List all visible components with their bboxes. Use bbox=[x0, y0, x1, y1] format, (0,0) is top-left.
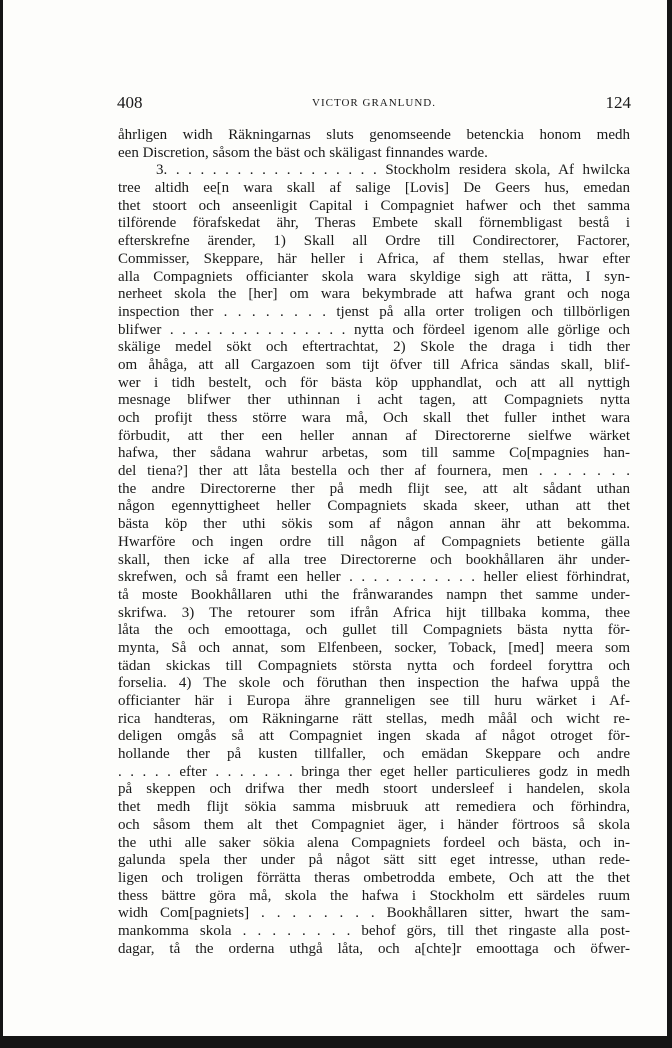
text-line: officianter här i Europa ähre granneligen see till huru wärket i Af- bbox=[118, 693, 630, 709]
text-line: bästa köp ther uthi sökis som af någon annan ähr att bekomma. bbox=[118, 516, 630, 533]
text-line: låta the och emoottaga, och gullet till Compagniets bästa nytta för- bbox=[118, 622, 630, 639]
text-line: efterskrefne ärender, 1) Skall all Ordre till Condirectorer, Factorer, bbox=[118, 233, 630, 250]
text-line: skall, then icke af alla tree Directorerne och bookhållaren ähr under- bbox=[118, 551, 630, 568]
text-line: tädan skickas till Compagniets största nytta och fordeel foryttra och bbox=[118, 657, 630, 674]
text-line: thess bättre göra må, skola the hafwa i Stockholm ett särdeles ruum bbox=[118, 887, 630, 904]
scan-edge-right bbox=[667, 0, 672, 1048]
text-line: widh Com[pagniets] . . . . . . . . Bookhållaren sitter, hwart the sam- bbox=[118, 905, 630, 922]
text-line: deligen omgås så att Compagniet ingen skada af något otroget för- bbox=[118, 728, 630, 745]
text-line: del tiena?] ther att låta bestella och ther af fournera, men . . . . . . . bbox=[118, 463, 630, 480]
text-line: om åhåga, att all Cargazoen som tijt öfver till Africa sändas skall, blif- bbox=[118, 356, 630, 373]
text-line: någon egennyttigheet heller Compagniets skada skeer, uthan att thet bbox=[118, 498, 630, 515]
text-line: och såsom them alt thet Compagniet äger, i händer förtroos så skola bbox=[118, 816, 630, 833]
running-head: VICTOR GRANLUND. bbox=[312, 97, 436, 109]
text-line: skälige medel sökt och eftertrachtat, 2) Skole the draga i tidh ther bbox=[118, 339, 630, 356]
text-line: 3. . . . . . . . . . . . . . . . . . Stockholm residera skola, Af hwilcka bbox=[156, 162, 630, 179]
text-line: skrifwa. 3) The retourer som ifrån Africa hijt tillbaka komma, thee bbox=[118, 604, 630, 621]
text-line: dagar, tå the orderna uthgå låta, och a[chte]r emoottaga och öfwer- bbox=[118, 940, 630, 957]
text-line: forselia. 4) The skole och föruthan then inspection the hafwa uppå the bbox=[118, 675, 630, 692]
text-line: på skeppen och drifwa ther medh stoort undersleef i handelen, skola bbox=[118, 781, 630, 798]
text-line: tå moste Bookhållaren uthi the frånwarandes nampn thet samme under- bbox=[118, 586, 630, 603]
body-text bbox=[118, 127, 630, 958]
text-line: nerheet skola the [her] om wara bekymbrade att hafwa grant och noga bbox=[118, 286, 630, 303]
text-line: åhrligen widh Räkningarnas sluts genomseende betenckia honom medh bbox=[118, 127, 630, 143]
text-line: thet medh flijt sökia samma misbruuk att remediera och förhindra, bbox=[118, 799, 630, 816]
text-line: och profijt thess större wara må, Och skall thet fuller inthet wara bbox=[118, 410, 630, 426]
text-line: galunda spela ther under på något sätt sitt eget intresse, uthan rede- bbox=[118, 852, 630, 869]
text-line: ligen och troligen förrätta theras ombetrodda embete, Och att the thet bbox=[118, 869, 630, 886]
text-line: rica handteras, om Räkningarne rätt stellas, medh måål och wicht re- bbox=[118, 710, 630, 727]
text-line: inspection ther . . . . . . . . tjenst på alla orter troligen och tillbörligen bbox=[118, 303, 630, 320]
text-line: een Discretion, såsom the bäst och skäligast finnandes warde. bbox=[118, 144, 488, 161]
text-line: thet stoort och anseenligit Capital i Compagniet hafwer och thet samma bbox=[118, 197, 630, 214]
folio-number: 124 bbox=[605, 93, 631, 112]
text-line: the uthi alle saker sökia alena Compagniets fordeel och bästa, och in- bbox=[118, 834, 630, 851]
text-line: Hwarföre och ingen ordre till någon af Compagniets betiente gälla bbox=[118, 533, 630, 550]
scan-edge-bottom bbox=[0, 1036, 672, 1048]
scan-edge-left bbox=[0, 0, 3, 1048]
text-line: förbudit, att ther een heller annan af Directorerne sielfwe wärket bbox=[118, 427, 630, 444]
text-line: mesnage blifwer ther uthinnan i acht tagen, att Compagniets nytta bbox=[118, 392, 630, 409]
text-line: hafwa, ther sådana wahrur arbetas, som till samme Co[mpagnies han- bbox=[118, 445, 630, 462]
text-line: mankomma skola . . . . . . . . behof görs, till thet ringaste alla post- bbox=[118, 922, 630, 939]
text-line: the andre Directorerne ther på medh flijt see, att alt sådant uthan bbox=[118, 480, 630, 497]
text-line: Commisser, Skeppare, här heller i Africa, af them stellas, hwar efter bbox=[118, 250, 630, 267]
text-line: . . . . . efter . . . . . . . bringa ther eget heller particulieres godz in medh bbox=[118, 763, 630, 780]
text-line: wer i tidh bestelt, och för bästa köp upphandlat, och att all nyttigh bbox=[118, 374, 630, 391]
text-line: hollande ther på kusten tillfaller, och emädan Skeppare och andre bbox=[118, 746, 630, 763]
text-line: mynta, Så och annat, som Elfenbeen, socker, Toback, [med] meera som bbox=[118, 639, 630, 656]
text-line: alla Compagniets officianter skola wara skyldige sigh att rätta, I syn- bbox=[118, 268, 630, 285]
page-header bbox=[117, 93, 631, 115]
text-line: tilförende förafskedat ähr, Theras Embete skall förnembligast bestå i bbox=[118, 215, 630, 232]
page-number: 408 bbox=[117, 93, 143, 112]
text-line: tree altidh ee[n wara skall af salige [Lovis] De Geers hus, emedan bbox=[118, 180, 630, 197]
text-line: blifwer . . . . . . . . . . . . . . . nytta och fördeel igenom alle görlige och bbox=[118, 321, 630, 338]
text-line: skrefwen, och så framt een heller . . . . . . . . . . . heller eliest förhindrat, bbox=[118, 569, 630, 586]
